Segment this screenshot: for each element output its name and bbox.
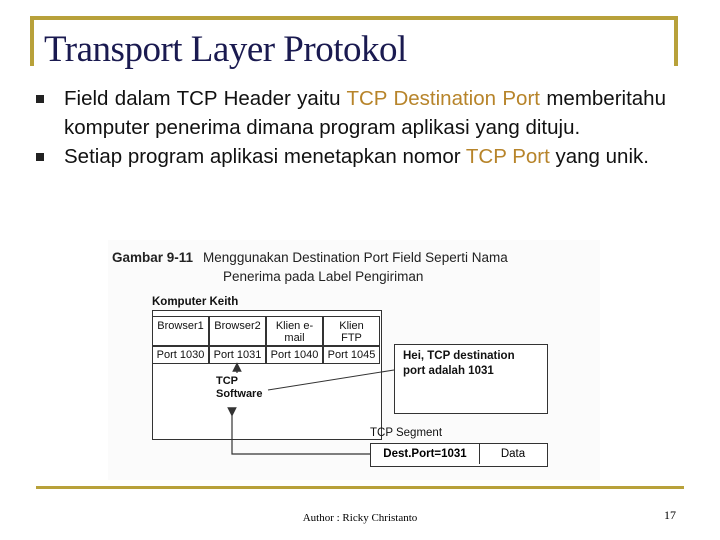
segment-port: Dest.Port=1031 [371, 444, 480, 464]
bubble-pointer [268, 370, 394, 390]
bullet-highlight: TCP Destination Port [346, 87, 540, 110]
page-number: 17 [664, 508, 676, 522]
app-name: Browser1 [157, 320, 204, 332]
square-bullet-icon [36, 153, 44, 161]
footer-rule [36, 486, 684, 489]
segment-data: Data [500, 448, 526, 460]
figure-label: Gambar 9-11 [112, 250, 194, 265]
segment-label: TCP Segment [370, 427, 443, 439]
port-cell: Port 1030 [152, 346, 209, 364]
segment-arrow [232, 412, 370, 454]
figure-image [108, 240, 600, 480]
speech-bubble: Hei, TCP destination port adalah 1031 [394, 344, 548, 414]
bullet-list [36, 84, 666, 171]
bullet-text: memberitahu komputer penerima dimana program aplikasi yang dituju. [64, 87, 666, 139]
frame-top-rule [30, 16, 678, 20]
slide-title: Transport Layer Protokol [44, 29, 407, 70]
app-name: Klien e-mail [275, 320, 314, 344]
port-cell: Port 1040 [266, 346, 323, 364]
bullet-text: yang unik. [549, 145, 649, 168]
bullet-highlight: TCP Port [465, 145, 550, 168]
segment-box [370, 443, 548, 467]
figure-caption-line1: Menggunakan Destination Port Field Seperti Nama [203, 250, 508, 265]
bullet-text: Setiap program aplikasi menetapkan nomor [64, 145, 466, 168]
tcp-software-label: TCP Software [216, 375, 263, 400]
footer-author: Author : Ricky Christanto [302, 512, 418, 524]
frame-right-rule [674, 16, 678, 66]
app-name: Klien FTP [339, 320, 364, 344]
computer-label: Komputer Keith [152, 296, 239, 308]
port-cell: Port 1031 [209, 346, 266, 364]
port-cell: Port 1045 [323, 346, 380, 364]
frame-left-rule [30, 16, 34, 66]
figure-caption-line2: Penerima pada Label Pengiriman [223, 269, 424, 284]
app-name: Browser2 [214, 320, 261, 332]
bullet-item [36, 84, 666, 142]
square-bullet-icon [36, 95, 44, 103]
bullet-text: Field dalam TCP Header yaitu [64, 87, 347, 110]
bullet-item [36, 142, 666, 171]
